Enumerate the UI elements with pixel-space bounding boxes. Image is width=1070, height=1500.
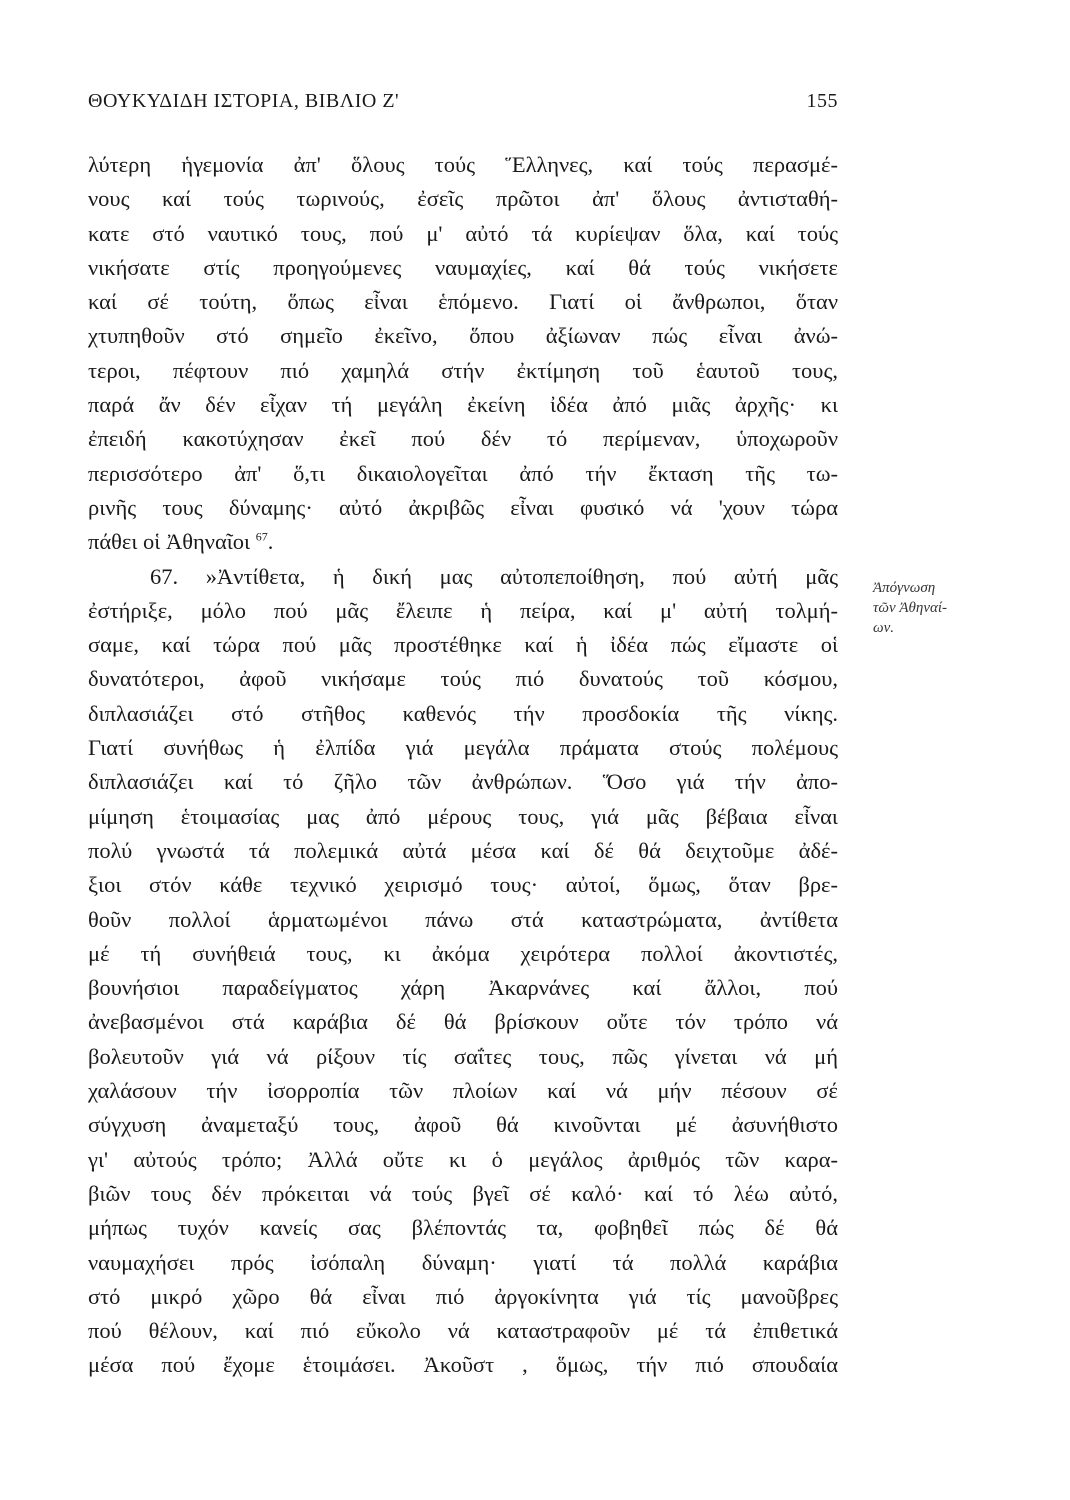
text-line: βουνήσιοι παραδείγματος χάρη Ἀκαρνάνες καί ἄλλοι, πού <box>88 975 838 1001</box>
text-line: μήπως τυχόν κανείς σας βλέποντάς τα, φοβηθεῖ πώς δέ θά <box>88 1215 838 1241</box>
text-line: ἐπειδή κακοτύχησαν ἐκεῖ πού δέν τό περίμεναν, ὑποχωροῦν <box>88 426 838 452</box>
text-line: θοῦν πολλοί ἁρματωμένοι πάνω στά καταστρώματα, ἀντίθετα <box>88 906 838 932</box>
text-line: δυνατότεροι, ἀφοῦ νικήσαμε τούς πιό δυνατούς τοῦ κόσμου, <box>88 666 838 692</box>
text-line: στό μικρό χῶρο θά εἶναι πιό ἀργοκίνητα γιά τίς μανοῦβρες <box>88 1283 838 1309</box>
text-line: νους καί τούς τωρινούς, ἐσεῖς πρῶτοι ἀπ' ὅλους ἀντισταθή- <box>88 186 838 212</box>
text-line: ἀνεβασμένοι στά καράβια δέ θά βρίσκουν οὔτε τόν τρόπο νά <box>88 1009 838 1035</box>
text-line: περισσότερο ἀπ' ὅ,τι δικαιολογεῖται ἀπό τήν ἔκταση τῆς τω- <box>88 460 838 486</box>
text-line: ἐστήριξε, μόλο πού μᾶς ἔλειπε ἡ πείρα, καί μ' αὐτή τολμή- <box>88 597 838 623</box>
footnote-reference: 67 <box>255 529 268 544</box>
text-line: κατε στό ναυτικό τους, πού μ' αὐτό τά κυρίεψαν ὅλα, καί τούς <box>88 220 838 246</box>
text-line: χτυπηθοῦν στό σημεῖο ἐκεῖνο, ὅπου ἀξίωναν πώς εἶναι ἀνώ- <box>88 323 838 349</box>
running-header <box>88 90 838 113</box>
text-line: 67. »Ἀντίθετα, ἡ δική μας αὐτοπεποίθηση, πού αὐτή μᾶς <box>150 563 838 589</box>
text-line: διπλασιάζει καί τό ζῆλο τῶν ἀνθρώπων. Ὅσο γιά τήν ἀπο- <box>88 769 838 795</box>
text-line: παρά ἄν δέν εἶχαν τή μεγάλη ἐκείνη ἰδέα ἀπό μιᾶς ἀρχῆς· κι <box>88 392 838 418</box>
text-line: ξιοι στόν κάθε τεχνικό χειρισμό τους· αὐτοί, ὅμως, ὅταν βρε- <box>88 872 838 898</box>
text-line: ρινῆς τους δύναμης· αὐτό ἀκριβῶς εἶναι φυσικό νά 'χουν τώρα <box>88 494 838 520</box>
text-line: σύγχυση ἀναμεταξύ τους, ἀφοῦ θά κινοῦνται μέ ἀσυνήθιστο <box>88 1112 838 1138</box>
text-line: πού θέλουν, καί πιό εὔκολο νά καταστραφοῦν μέ τά ἐπιθετικά <box>88 1318 838 1344</box>
page-number: 155 <box>806 90 838 112</box>
body-text <box>88 148 838 1383</box>
margin-note-line: τῶν Ἀθηναί- <box>873 600 948 616</box>
text-line: ναυμαχήσει πρός ἰσόπαλη δύναμη· γιατί τά πολλά καράβια <box>88 1249 838 1275</box>
text-line: καί σέ τούτη, ὅπως εἶναι ἑπόμενο. Γιατί οἱ ἄνθρωποι, ὅταν <box>88 289 838 315</box>
text-line: μέ τή συνήθειά τους, κι ἀκόμα χειρότερα πολλοί ἀκοντιστές, <box>88 940 838 966</box>
text-line: λύτερη ἡγεμονία ἀπ' ὅλους τούς Ἕλληνες, καί τούς περασμέ- <box>88 152 838 177</box>
text-line: βολευτοῦν γιά νά ρίξουν τίς σαΐτες τους, πῶς γίνεται νά μή <box>88 1043 838 1069</box>
text-line: πολύ γνωστά τά πολεμικά αὐτά μέσα καί δέ θά δειχτοῦμε ἀδέ- <box>88 837 838 863</box>
text-line: γι' αὐτούς τρόπο; Ἀλλά οὔτε κι ὁ μεγάλος ἀριθμός τῶν καρα- <box>88 1146 838 1172</box>
text-line: σαμε, καί τώρα πού μᾶς προστέθηκε καί ἡ ἰδέα πώς εἴμαστε οἱ <box>88 632 838 658</box>
text-line: Γιατί συνήθως ἡ ἐλπίδα γιά μεγάλα πράματα στούς πολέμους <box>88 735 838 761</box>
text-line: τεροι, πέφτουν πιό χαμηλά στήν ἐκτίμηση τοῦ ἑαυτοῦ τους, <box>88 357 838 383</box>
book-title: ΘΟΥΚΥΔΙΔΗ ΙΣΤΟΡΙΑ, ΒΙΒΛΙΟ Ζ' <box>88 90 400 112</box>
text-line-content: πάθει οἱ Ἀθηναῖοι <box>88 529 251 555</box>
text-line: χαλάσουν τήν ἰσορροπία τῶν πλοίων καί νά μήν πέσουν σέ <box>88 1078 838 1104</box>
text-line: μέσα πού ἔχομε ἑτοιμάσει. Ἀκοῦστ , ὅμως, τήν πιό σπουδαία <box>88 1352 838 1378</box>
margin-note <box>873 578 973 638</box>
text-line: βιῶν τους δέν πρόκειται νά τούς βγεῖ σέ καλό· καί τό λέω αὐτό, <box>88 1180 838 1206</box>
margin-note-line: ων. <box>873 620 894 636</box>
margin-note-line: Ἀπόγνωση <box>873 580 936 596</box>
text-line: διπλασιάζει στό στῆθος καθενός τήν προσδοκία τῆς νίκης. <box>88 700 838 726</box>
text-line: πάθει οἱ Ἀθηναῖοι $^{67}$. <box>88 529 274 555</box>
text-line: μίμηση ἑτοιμασίας μας ἀπό μέρους τους, γιά μᾶς βέβαια εἶναι <box>88 803 838 829</box>
text-line: νικήσατε στίς προηγούμενες ναυμαχίες, καί θά τούς νικήσετε <box>88 254 838 280</box>
